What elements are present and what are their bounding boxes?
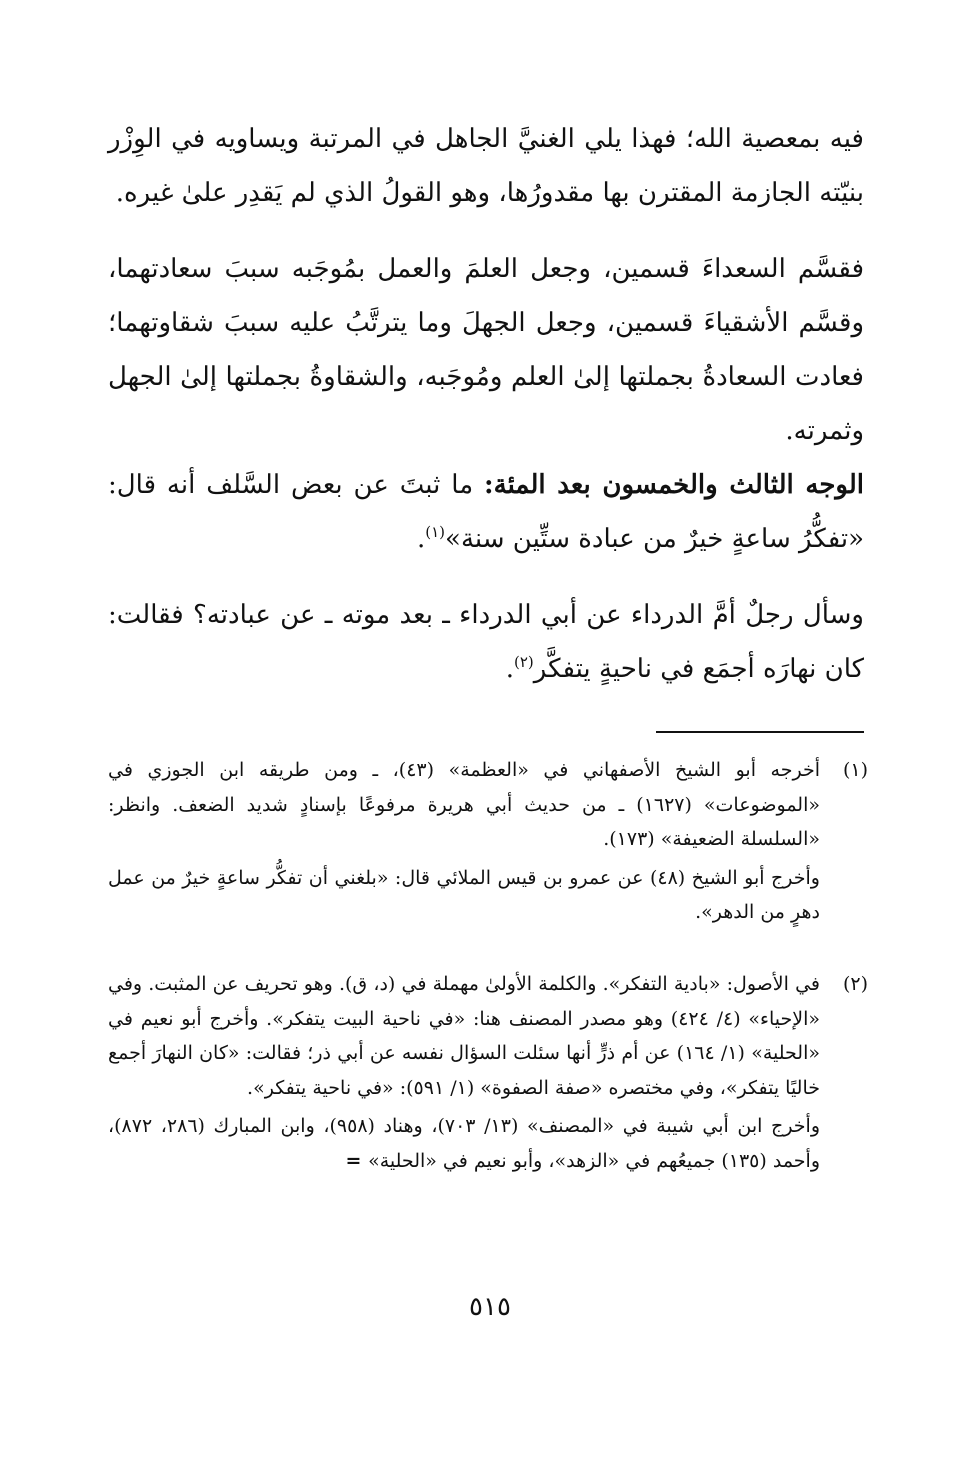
footnote-number: (٢) (842, 973, 868, 995)
paragraph-text (108, 458, 864, 566)
footnote-2 (108, 967, 868, 1178)
body-paragraph-2 (108, 242, 864, 458)
continuation-mark: = (345, 1149, 369, 1172)
footnote-paragraph: في الأصول: «بادية التفكر». والكلمة الأولىٰ مهملة في (د، ق). وهو تحريف عن المثبت. وفي «الإحياء» (٤/ ٤٢٤) وهو مصدر المصنف هنا: «في ناحية البيت يتفكر». وأخرج أبو نعيم في «الحلية» (١/ ١٦٤) عن أم ذرٍّ أنها سئلت السؤال نفسه عن أبي ذر؛ فقالت: «كان النهارَ أجمع خاليًا يتفكر»، وفي مختصره «صفة الصفوة» (١/ ٥٩١): «في ناحية يتفكر». (108, 973, 821, 1099)
footnote-ref-1: (١) (425, 523, 446, 541)
footnote-1 (108, 753, 868, 930)
body-paragraph-1 (108, 112, 864, 220)
footnote-paragraph: وأخرج أبو الشيخ (٤٨) عن عمرو بن قيس الملائي قال: «بلغني أن تفكُّر ساعةٍ خيرٌ من عمل دهرٍ من الدهر». (108, 866, 820, 923)
footnote-item (108, 967, 868, 1178)
paragraph-text: فيه بمعصية الله؛ فهذا يلي الغنيَّ الجاهل في المرتبة ويساويه في الوِزْر بنيّته الجازمة المقترن بها مقدورُها، وهو القولُ الذي لم يَقدِر علىٰ غيره. (108, 124, 864, 208)
paragraph-end: . (416, 524, 426, 554)
paragraph-text (108, 588, 864, 696)
footnote-paragraph: أخرجه أبو الشيخ الأصفهاني في «العظمة» (٤٣)، ـ ومن طريقه ابن الجوزي في «الموضوعات» (١٦٢٧) ـ من حديث أبي هريرة مرفوعًا بإسنادٍ شديد الضعف. وانظر: «السلسلة الضعيفة» (١٧٣). (108, 759, 821, 850)
footnote-run: وأخرج ابن أبي شيبة في «المصنف» (١٣/ ٧٠٣)، وهناد (٩٥٨)، وابن المبارك (٢٨٦، ٨٧٢)، وأحمد (١٣٥) جميعُهم في «الزهد»، وأبو نعيم في «الحلية» (108, 1115, 821, 1172)
paragraph-run: ما ثبتَ عن بعض السَّلف أنه قال: «تفكُّرُ ساعةٍ خيرٌ من عبادة ستِّين سنة» (108, 470, 864, 554)
paragraph-run: وسأل رجلٌ أمَّ الدرداء عن أبي الدرداء ـ بعد موته ـ عن عبادته؟ فقالت: كان نهارَه أجمَع في ناحيةٍ يتفكَّر (108, 600, 864, 684)
footnote-paragraph (108, 1109, 820, 1178)
footnote-separator (656, 731, 864, 733)
paragraph-end: . (505, 654, 514, 684)
page-number: ٥١٥ (469, 1292, 511, 1322)
paragraph-text: فقسَّم السعداءَ قسمين، وجعل العلمَ والعمل بمُوجَبه سببَ سعادتهما، وقسَّم الأشقياءَ قسمين، وجعل الجهلَ وما يترتَّبُ عليه سببَ شقاوتهما؛ فعادت السعادةُ بجملتها إلىٰ العلم ومُوجَبه، والشقاوةُ بجملتها إلىٰ الجهل وثمرته. (108, 254, 864, 446)
footnote-body (108, 753, 820, 930)
footnote-ref-2: (٢) (513, 653, 534, 671)
body-paragraph-4 (108, 588, 864, 696)
footnote-body (108, 967, 820, 1178)
body-paragraph-3 (108, 458, 864, 566)
footnote-item (108, 753, 868, 930)
section-heading: الوجه الثالث والخمسون بعد المئة: (484, 470, 864, 500)
footnote-number: (١) (842, 759, 868, 781)
